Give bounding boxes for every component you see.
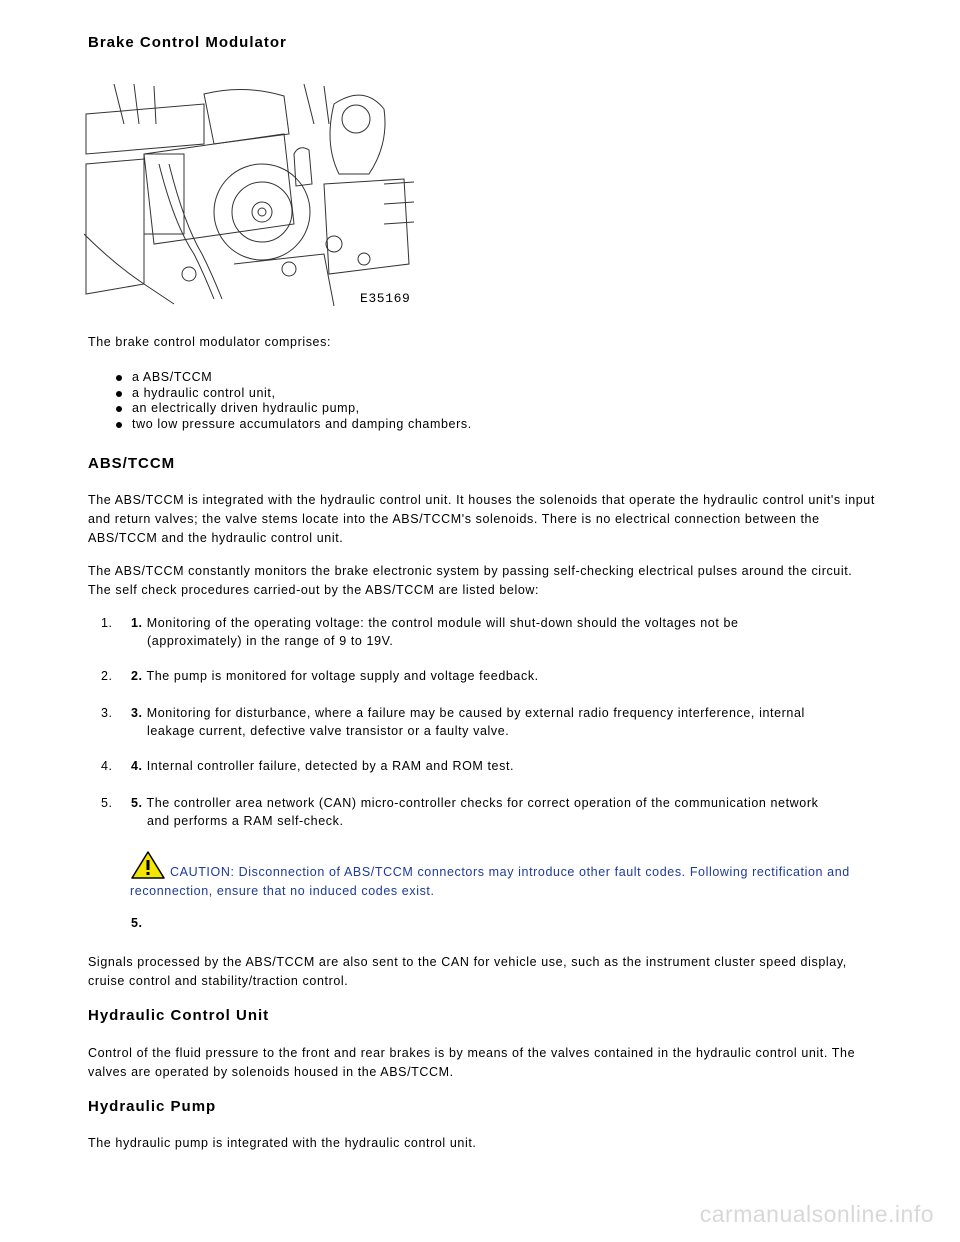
check-item-2 xyxy=(101,667,871,685)
list-item: a hydraulic control unit, xyxy=(88,386,788,402)
check-item-3 xyxy=(101,704,871,740)
check-number: 3. xyxy=(101,706,113,720)
check-text: Monitoring for disturbance, where a failure may be caused by external radio frequency interference, internal xyxy=(146,706,805,720)
check-number: 5. xyxy=(101,796,113,810)
trailing-step-number: 5. xyxy=(131,916,143,930)
caution-text: CAUTION: Disconnection of ABS/TCCM connectors may introduce other fault codes. Following rectification and xyxy=(170,865,850,879)
caution-text-cont: reconnection, ensure that no induced codes exist. xyxy=(130,884,435,898)
check-number: 2. xyxy=(101,669,113,683)
abs-tccm-paragraph-2: The ABS/TCCM constantly monitors the brake electronic system by passing self-checking electrical pulses around the circuit. The self check procedures carried-out by the ABS/TCCM are listed below: xyxy=(88,564,853,597)
check-item-4 xyxy=(101,757,871,775)
caution-note xyxy=(130,863,875,901)
check-number: 1. xyxy=(101,616,113,630)
check-inner-number: 1. xyxy=(131,616,143,630)
component-list xyxy=(88,370,788,432)
brake-modulator-illustration xyxy=(84,84,414,306)
abs-tccm-paragraph-1: The ABS/TCCM is integrated with the hydraulic control unit. It houses the solenoids that operate the hydraulic control unit's input and return valves; the valve stems locate into the ABS/TCCM's solenoids. There is no electrical connection between the ABS/TCCM and the hydraulic control unit. xyxy=(88,493,875,545)
check-inner-number: 2. xyxy=(131,669,143,683)
check-text: Monitoring of the operating voltage: the control module will shut-down should the voltages not be xyxy=(146,616,739,630)
page-title: Brake Control Modulator xyxy=(88,34,287,51)
section-heading-hcu: Hydraulic Control Unit xyxy=(88,1007,270,1024)
figure-label: E35169 xyxy=(360,291,411,306)
check-number: 4. xyxy=(101,759,113,773)
watermark: carmanualsonline.info xyxy=(699,1201,934,1227)
pump-paragraph: The hydraulic pump is integrated with the hydraulic control unit. xyxy=(88,1136,477,1150)
check-text-cont: and performs a RAM self-check. xyxy=(147,814,344,828)
check-inner-number: 4. xyxy=(131,759,143,773)
list-item: an electrically driven hydraulic pump, xyxy=(88,401,788,417)
check-text: Internal controller failure, detected by a RAM and ROM test. xyxy=(146,759,515,773)
section-heading-pump: Hydraulic Pump xyxy=(88,1098,217,1115)
check-text: The pump is monitored for voltage supply and voltage feedback. xyxy=(146,669,539,683)
hcu-paragraph: Control of the fluid pressure to the front and rear brakes is by means of the valves contained in the hydraulic control unit. The valves are operated by solenoids housed in the ABS/TCCM. xyxy=(88,1046,856,1079)
check-inner-number: 3. xyxy=(131,706,143,720)
abs-tccm-paragraph-3: Signals processed by the ABS/TCCM are also sent to the CAN for vehicle use, such as the instrument cluster speed display, cruise control and stability/traction control. xyxy=(88,955,847,988)
check-inner-number: 5. xyxy=(131,796,143,810)
check-item-5 xyxy=(101,794,871,830)
check-text-cont: leakage current, defective valve transistor or a faulty valve. xyxy=(147,724,510,738)
section-heading-abs-tccm: ABS/TCCM xyxy=(88,455,176,472)
check-text-cont: (approximately) in the range of 9 to 19V. xyxy=(147,634,394,648)
list-item: two low pressure accumulators and damping chambers. xyxy=(88,417,788,433)
intro-text: The brake control modulator comprises: xyxy=(88,335,332,349)
list-item: a ABS/TCCM xyxy=(88,370,788,386)
check-text: The controller area network (CAN) micro-controller checks for correct operation of the communication network xyxy=(146,796,819,810)
check-item-1 xyxy=(101,614,871,650)
